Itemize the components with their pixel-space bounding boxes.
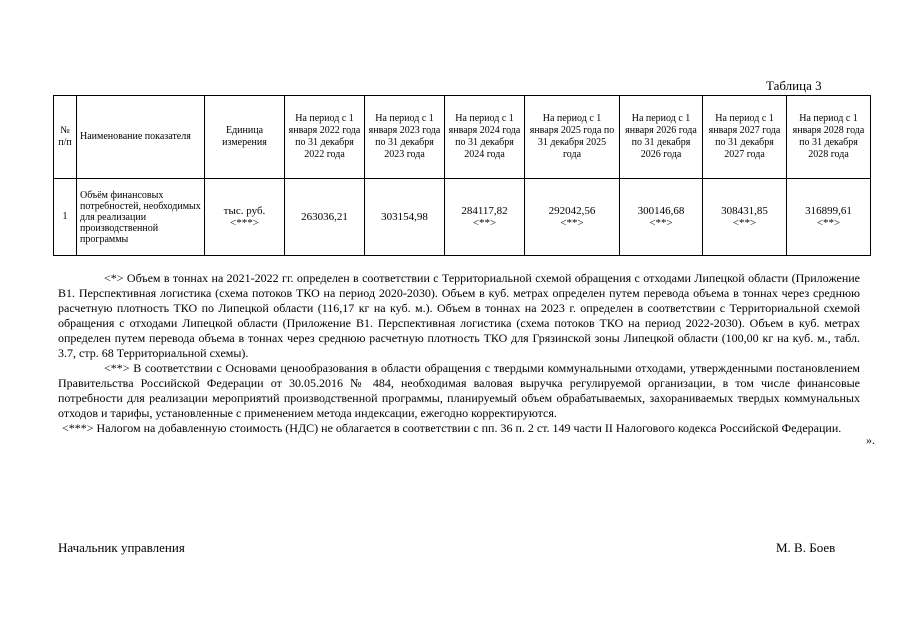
unit-footnote-mark: <***> xyxy=(230,217,259,229)
value-2026: 300146,68 xyxy=(637,205,685,217)
header-period-2022: На период с 1 января 2022 года по 31 декабря 2022 года xyxy=(285,96,365,179)
footnote-3: <***> Налогом на добавленную стоимость (НДС) не облагается в соответствии с пп. 36 п. 2 ст. 149 части II Налогового кодекса Российской Федерации. xyxy=(62,421,842,435)
cell-unit xyxy=(205,179,285,256)
footnote-mark-2027: <**> xyxy=(732,217,757,229)
footnote-mark-2024: <**> xyxy=(472,217,497,229)
cell-value-2024 xyxy=(445,179,525,256)
footnotes xyxy=(58,271,860,436)
footnote-1: <*> Объем в тоннах на 2021-2022 гг. определен в соответствии с Территориальной схемой обращения с отходами Липецкой области (Приложение В1. Перспективная логистика (схема потоков ТКО на период 2020-2030). Объем в куб. метрах определен путем перевода объема в тоннах через среднюю расчетную плотность ТКО по Липецкой области (116,17 кг на куб. м.). Объем в тоннах на 2023 г. определен в соответствии с Территориальной схемой обращения с отходами Липецкой области (Приложение В1. Перспективная логистика (схема потоков ТКО на период 2022-2030). Объем в куб. метрах определен путем перевода объема в тоннах через среднюю расчетную плотность ТКО для Грязинской зоны Липецкой области (100,00 кг на куб. м., табл. 3.7, стр. 68 Территориальной схемы). xyxy=(58,271,860,360)
unit-text: тыс. руб. xyxy=(223,205,266,217)
header-period-2023: На период с 1 января 2023 года по 31 декабря 2023 года xyxy=(365,96,445,179)
value-2022: 263036,21 xyxy=(301,211,348,223)
table-header-row xyxy=(54,96,871,179)
header-period-2027: На период с 1 января 2027 года по 31 декабря 2027 года xyxy=(703,96,787,179)
footnote-mark-2025: <**> xyxy=(560,217,584,229)
cell-value-2025 xyxy=(525,179,620,256)
footnote-mark-2028: <**> xyxy=(816,217,841,229)
cell-value-2022 xyxy=(285,179,365,256)
value-2024: 284117,82 xyxy=(461,205,508,217)
closing-quote: ». xyxy=(866,433,875,447)
cell-indicator-name: Объём финансовых потребностей, необходимых для реализации производственной программы xyxy=(77,179,205,256)
header-period-2024: На период с 1 января 2024 года по 31 декабря 2024 года xyxy=(445,96,525,179)
indicators-table xyxy=(53,95,871,256)
header-period-2025: На период с 1 января 2025 года по 31 декабря 2025 года xyxy=(525,96,620,179)
signatory-name: М. В. Боев xyxy=(776,540,836,555)
footnote-mark-2026: <**> xyxy=(649,217,673,229)
signatory-position: Начальник управления xyxy=(58,540,185,555)
header-period-2026: На период с 1 января 2026 года по 31 декабря 2026 года xyxy=(620,96,703,179)
cell-row-num: 1 xyxy=(54,179,77,256)
footnote-2: <**> В соответствии с Основами ценообразования в области обращения с твердыми коммунальными отходами, утвержденными постановлением Правительства Российской Федерации от 30.05.2016 № 484, необходимая валовая выручка регулируемой организации, в том числе финансовые потребности для реализации мероприятий производственной программы, планируемый объем обрабатываемых, захораниваемых твердых коммунальных отходов и тарифы, установленные с применением метода индексации, ежегодно корректируются. xyxy=(58,361,860,420)
cell-value-2027 xyxy=(703,179,787,256)
header-period-2028: На период с 1 января 2028 года по 31 декабря 2028 года xyxy=(787,96,871,179)
table-caption: Таблица 3 xyxy=(766,78,822,93)
header-num: № п/п xyxy=(54,96,77,179)
header-unit: Единица измерения xyxy=(205,96,285,179)
cell-value-2023 xyxy=(365,179,445,256)
value-2025: 292042,56 xyxy=(548,205,596,217)
cell-value-2028 xyxy=(787,179,871,256)
value-2027: 308431,85 xyxy=(721,205,768,217)
header-indicator-name: Наименование показателя xyxy=(77,96,205,179)
table-row xyxy=(54,179,871,256)
value-2023: 303154,98 xyxy=(381,211,428,223)
value-2028: 316899,61 xyxy=(805,205,852,217)
cell-value-2026 xyxy=(620,179,703,256)
